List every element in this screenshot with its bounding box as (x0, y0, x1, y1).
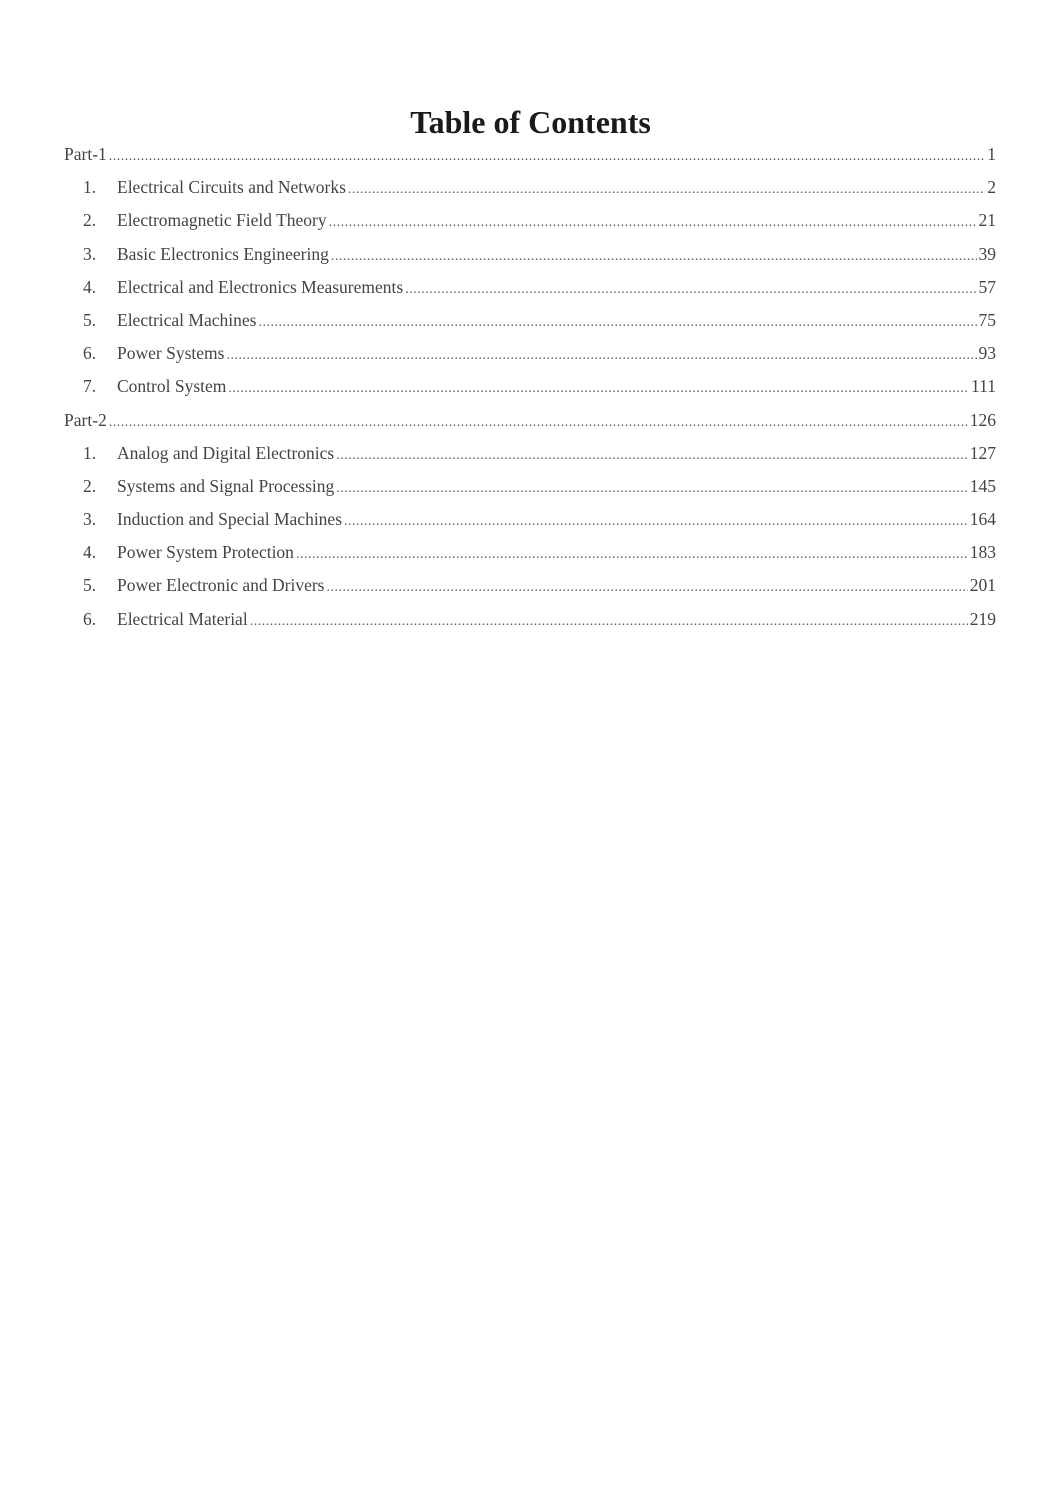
toc-entry-number: 5. (83, 575, 97, 596)
toc-entry[interactable] (64, 238, 996, 271)
toc-page-number: 57 (978, 276, 996, 297)
toc-entry-label: Analog and Digital Electronics (117, 442, 335, 463)
toc-page-number: 21 (978, 210, 996, 231)
toc-page-number: 39 (978, 243, 996, 264)
toc-entry-label: Electromagnetic Field Theory (117, 210, 327, 231)
toc-entry[interactable] (64, 536, 996, 569)
toc-page-number: 1 (987, 144, 996, 164)
page-title: Table of Contents (410, 104, 651, 140)
dot-leader (109, 406, 968, 439)
toc-page-number: 2 (987, 177, 996, 198)
toc-entry[interactable] (64, 569, 996, 602)
dot-leader (331, 240, 977, 273)
toc-part-label: Part-2 (64, 409, 107, 430)
toc-entry[interactable] (64, 503, 996, 536)
toc-entry-number: 3. (83, 509, 97, 530)
toc-entry-label: Systems and Signal Processing (117, 475, 335, 496)
toc-entry[interactable] (64, 437, 996, 470)
toc-list (64, 138, 996, 636)
toc-page-number: 75 (978, 309, 996, 330)
dot-leader (336, 472, 967, 505)
toc-entry-number: 3. (83, 243, 97, 264)
toc-page-number: 219 (969, 608, 996, 629)
toc-entry-number: 7. (83, 376, 97, 397)
toc-entry-label: Power System Protection (117, 542, 294, 563)
dot-leader (348, 173, 985, 206)
toc-part-2[interactable] (64, 404, 996, 437)
toc-entry-number: 5. (83, 309, 97, 330)
toc-entry[interactable] (64, 171, 996, 204)
toc-page-number: 183 (969, 542, 996, 563)
toc-entry-number: 6. (83, 343, 97, 364)
toc-page-number: 111 (971, 376, 996, 397)
toc-entry-number: 4. (83, 542, 97, 563)
dot-leader (226, 339, 976, 372)
toc-entry-number: 2. (83, 475, 97, 496)
toc-entry-number: 1. (83, 442, 97, 463)
toc-part-1[interactable] (64, 138, 996, 171)
dot-leader (258, 306, 976, 339)
toc-entry[interactable] (64, 470, 996, 503)
toc-entry-label: Induction and Special Machines (117, 509, 343, 530)
toc-part-label: Part-1 (64, 144, 107, 164)
dot-leader (109, 140, 985, 173)
dot-leader (329, 206, 977, 239)
dot-leader (336, 439, 968, 472)
toc-entry[interactable] (64, 603, 996, 636)
toc-page-number: 126 (969, 409, 996, 430)
toc-entry[interactable] (64, 271, 996, 304)
dot-leader (296, 538, 968, 571)
toc-entry-label: Electrical Material (117, 608, 248, 629)
toc-page-number: 93 (978, 343, 996, 364)
toc-entry-label: Electrical and Electronics Measurements (117, 276, 404, 297)
toc-entry-number: 2. (83, 210, 97, 231)
toc-entry-label: Electrical Circuits and Networks (117, 177, 346, 198)
toc-entry-label: Electrical Machines (117, 309, 257, 330)
dot-leader (405, 273, 976, 306)
toc-entry-label: Control System (117, 376, 227, 397)
toc-entry[interactable] (64, 304, 996, 337)
toc-entry-number: 1. (83, 177, 97, 198)
dot-leader (344, 505, 968, 538)
dot-leader (327, 571, 968, 604)
toc-page-number: 145 (969, 475, 996, 496)
toc-entry[interactable] (64, 337, 996, 370)
dot-leader (228, 372, 969, 405)
toc-entry-label: Power Electronic and Drivers (117, 575, 325, 596)
toc-page-number: 164 (969, 509, 996, 530)
toc-entry-label: Power Systems (117, 343, 225, 364)
toc-page-number: 127 (969, 442, 996, 463)
dot-leader (250, 605, 968, 638)
toc-entry[interactable] (64, 370, 996, 403)
toc-page-number: 201 (969, 575, 996, 596)
toc-entry-number: 6. (83, 608, 97, 629)
toc-entry[interactable] (64, 204, 996, 237)
toc-entry-label: Basic Electronics Engineering (117, 243, 329, 264)
toc-entry-number: 4. (83, 276, 97, 297)
